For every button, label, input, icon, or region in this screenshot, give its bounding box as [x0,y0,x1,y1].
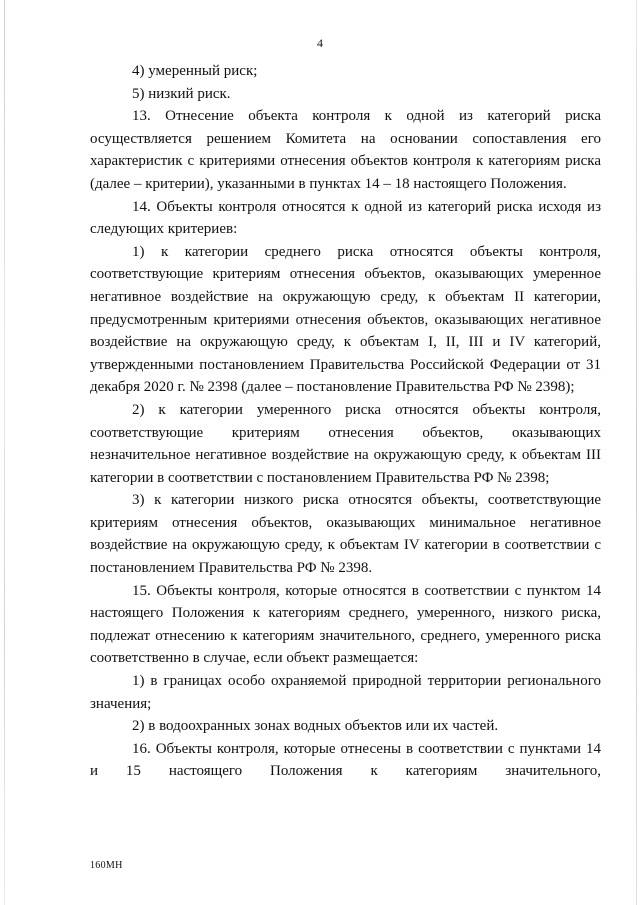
list-item-low-risk: 5) низкий риск. [132,85,231,102]
paragraph-14: 14. Объекты контроля относятся к одной из категорий риска исходя из следующих критериев: [90,198,601,238]
scan-edge-left [4,0,5,905]
document-code: 160МН [90,860,123,871]
paragraph-14-item-1: 1) к категории среднего риска относятся объекты контроля, соответствующие критериям отнесения объектов, оказывающих умеренное негативное воздействие на окружающую среду, к объектам II категории, предусмотренным критериями отнесения объектов, оказывающих негативное воздействие на окружающую среду, к объектам I, II, III и IV категорий, утвержденными постановлением Правительства Российской Федерации от 31 декабря 2020 г. № 2398 (далее – постановление Правительства РФ № 2398); [90,243,601,396]
paragraph-14-item-3: 3) к категории низкого риска относятся объекты, соответствующие критериям отнесения объектов, оказывающих минимальное негативное воздействие на окружающую среду, к объектам IV категории в соответствии с постановлением Правительства РФ № 2398. [90,492,601,577]
document-body [90,60,601,783]
page-number: 4 [317,36,323,50]
list-item-moderate-risk: 4) умеренный риск; [132,63,258,79]
paragraph-16: 16. Объекты контроля, которые отнесены в соответствии с пунктами 14 и 15 настоящего Положения к категориям значительного, [90,740,601,780]
paragraph-15-item-2: 2) в водоохранных зонах водных объектов или их частей. [132,718,499,735]
paragraph-15-item-1: 1) в границах особо охраняемой природной территории регионального значения; [90,673,601,712]
scan-edge-right [636,0,637,905]
paragraph-13: 13. Отнесение объекта контроля к одной из категорий риска осуществляется решением Комитета на основании сопоставления его характеристик с критериями отнесения объектов контроля к категориям риска (далее – критерии), указанными в пунктах 14 – 18 настоящего Положения. [90,108,601,192]
paragraph-15: 15. Объекты контроля, которые относятся в соответствии с пунктом 14 настоящего Положения к категориям среднего, умеренного, низкого риска, подлежат отнесению к категориям значительного, среднего, умеренного риска соответственно в случае, если объект размещается: [90,582,601,667]
paragraph-14-item-2: 2) к категории умеренного риска относятся объекты контроля, соответствующие критериям отнесения объектов, оказывающих незначительное негативное воздействие на окружающую среду, к объектам III категории в соответствии с постановлением Правительства РФ № 2398; [90,401,601,486]
